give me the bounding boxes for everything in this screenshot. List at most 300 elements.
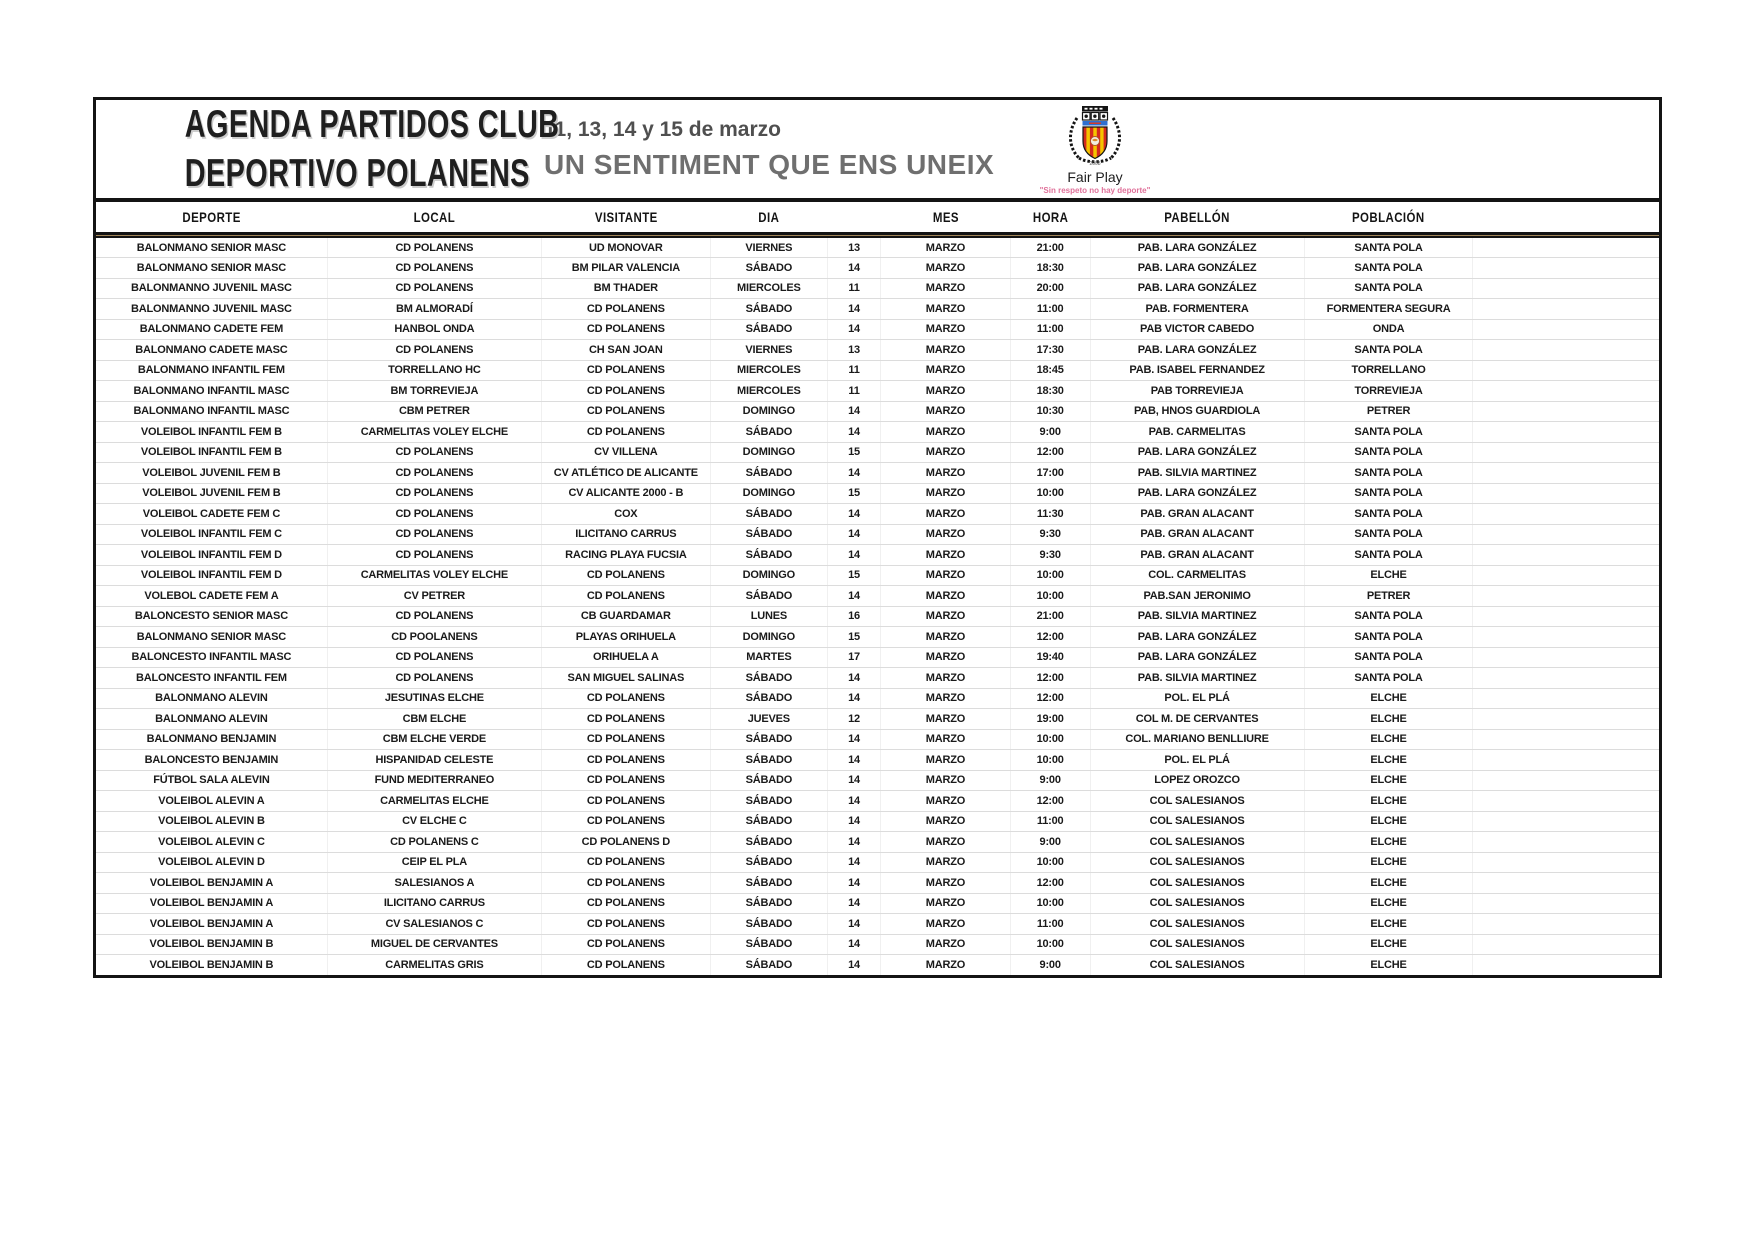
cell-deporte: VOLEIBOL INFANTIL FEM D <box>96 565 327 586</box>
cell-mes: MARZO <box>881 893 1011 914</box>
cell-spacer <box>1473 627 1659 648</box>
cell-dia-num: 15 <box>827 627 880 648</box>
cell-mes: MARZO <box>881 381 1011 402</box>
cell-pabellon: COL SALESIANOS <box>1090 873 1304 894</box>
cell-hora: 9:00 <box>1010 955 1090 976</box>
column-header-visitante: VISITANTE <box>594 208 658 225</box>
cell-spacer <box>1473 729 1659 750</box>
cell-hora: 10:00 <box>1010 729 1090 750</box>
column-header-dia-num <box>827 202 880 233</box>
cell-spacer <box>1473 319 1659 340</box>
table-row <box>96 770 1659 791</box>
subtitle-block <box>544 118 994 181</box>
cell-poblacion: ELCHE <box>1304 852 1473 873</box>
cell-mes: MARZO <box>881 852 1011 873</box>
cell-poblacion: ELCHE <box>1304 914 1473 935</box>
table-row <box>96 278 1659 299</box>
cell-dia: SÁBADO <box>710 668 827 689</box>
cell-local: CD POLANENS <box>327 504 541 525</box>
cell-pabellon: POL. EL PLÁ <box>1090 750 1304 771</box>
cell-hora: 11:00 <box>1010 914 1090 935</box>
cell-visitante: CD POLANENS D <box>541 832 710 853</box>
table-row <box>96 360 1659 381</box>
cell-dia-num: 11 <box>827 360 880 381</box>
cell-visitante: CV ATLÉTICO DE ALICANTE <box>541 463 710 484</box>
cell-visitante: BM THADER <box>541 278 710 299</box>
cell-visitante: CD POLANENS <box>541 360 710 381</box>
table-row <box>96 586 1659 607</box>
cell-pabellon: PAB. LARA GONZÁLEZ <box>1090 627 1304 648</box>
cell-pabellon: PAB. CARMELITAS <box>1090 422 1304 443</box>
cell-local: CD POLANENS <box>327 524 541 545</box>
cell-dia: SÁBADO <box>710 750 827 771</box>
cell-pabellon: COL SALESIANOS <box>1090 811 1304 832</box>
cell-spacer <box>1473 832 1659 853</box>
cell-poblacion: ELCHE <box>1304 729 1473 750</box>
cell-dia: MIERCOLES <box>710 360 827 381</box>
cell-pabellon: PAB. ISABEL FERNANDEZ <box>1090 360 1304 381</box>
cell-hora: 12:00 <box>1010 688 1090 709</box>
cell-poblacion: ELCHE <box>1304 811 1473 832</box>
cell-dia-num: 14 <box>827 463 880 484</box>
cell-poblacion: SANTA POLA <box>1304 340 1473 361</box>
column-header-dia: DIA <box>758 208 780 225</box>
cell-dia: DOMINGO <box>710 627 827 648</box>
agenda-sheet <box>93 97 1662 978</box>
table-row <box>96 934 1659 955</box>
cell-spacer <box>1473 647 1659 668</box>
cell-mes: MARZO <box>881 545 1011 566</box>
cell-visitante: ORIHUELA A <box>541 647 710 668</box>
cell-dia: SÁBADO <box>710 688 827 709</box>
cell-spacer <box>1473 258 1659 279</box>
cell-dia: VIERNES <box>710 340 827 361</box>
cell-pabellon: COL SALESIANOS <box>1090 914 1304 935</box>
cell-dia: SÁBADO <box>710 873 827 894</box>
cell-hora: 12:00 <box>1010 873 1090 894</box>
cell-dia-num: 14 <box>827 934 880 955</box>
cell-poblacion: ELCHE <box>1304 791 1473 812</box>
cell-visitante: CV ALICANTE 2000 - B <box>541 483 710 504</box>
cell-dia-num: 14 <box>827 914 880 935</box>
cell-mes: MARZO <box>881 811 1011 832</box>
cell-spacer <box>1473 524 1659 545</box>
cell-spacer <box>1473 914 1659 935</box>
cell-pabellon: COL SALESIANOS <box>1090 934 1304 955</box>
cell-pabellon: PAB. LARA GONZÁLEZ <box>1090 278 1304 299</box>
cell-visitante: CD POLANENS <box>541 955 710 976</box>
cell-dia: SÁBADO <box>710 729 827 750</box>
cell-deporte: VOLEIBOL INFANTIL FEM C <box>96 524 327 545</box>
cell-deporte: BALONMANO CADETE MASC <box>96 340 327 361</box>
cell-dia: DOMINGO <box>710 442 827 463</box>
cell-dia: SÁBADO <box>710 914 827 935</box>
cell-poblacion: PETRER <box>1304 401 1473 422</box>
cell-deporte: FÚTBOL SALA ALEVIN <box>96 770 327 791</box>
cell-mes: MARZO <box>881 258 1011 279</box>
cell-mes: MARZO <box>881 627 1011 648</box>
cell-dia: VIERNES <box>710 237 827 258</box>
cell-spacer <box>1473 545 1659 566</box>
slogan-text: UN SENTIMENT QUE ENS UNEIX <box>544 148 995 180</box>
cell-mes: MARZO <box>881 914 1011 935</box>
table-row <box>96 893 1659 914</box>
cell-dia-num: 14 <box>827 586 880 607</box>
cell-spacer <box>1473 360 1659 381</box>
cell-dia: JUEVES <box>710 709 827 730</box>
cell-hora: 10:30 <box>1010 401 1090 422</box>
cell-dia: SÁBADO <box>710 524 827 545</box>
cell-hora: 9:30 <box>1010 524 1090 545</box>
table-row <box>96 319 1659 340</box>
table-row <box>96 504 1659 525</box>
cell-spacer <box>1473 750 1659 771</box>
cell-pabellon: PAB. LARA GONZÁLEZ <box>1090 258 1304 279</box>
cell-visitante: CD POLANENS <box>541 852 710 873</box>
cell-deporte: VOLEIBOL BENJAMIN A <box>96 893 327 914</box>
cell-hora: 9:00 <box>1010 770 1090 791</box>
cell-visitante: CB GUARDAMAR <box>541 606 710 627</box>
cell-mes: MARZO <box>881 278 1011 299</box>
cell-dia-num: 15 <box>827 442 880 463</box>
cell-visitante: PLAYAS ORIHUELA <box>541 627 710 648</box>
cell-pabellon: COL SALESIANOS <box>1090 893 1304 914</box>
table-row <box>96 791 1659 812</box>
column-header-spacer <box>1473 202 1659 233</box>
cell-local: CD POLANENS <box>327 545 541 566</box>
cell-deporte: BALONMANO SENIOR MASC <box>96 237 327 258</box>
cell-poblacion: SANTA POLA <box>1304 606 1473 627</box>
cell-poblacion: SANTA POLA <box>1304 463 1473 484</box>
cell-pabellon: POL. EL PLÁ <box>1090 688 1304 709</box>
cell-deporte: VOLEIBOL BENJAMIN B <box>96 934 327 955</box>
column-header-pabellon: PABELLÓN <box>1164 208 1230 225</box>
cell-poblacion: SANTA POLA <box>1304 237 1473 258</box>
cell-spacer <box>1473 237 1659 258</box>
cell-poblacion: ELCHE <box>1304 709 1473 730</box>
cell-hora: 18:45 <box>1010 360 1090 381</box>
cell-spacer <box>1473 811 1659 832</box>
cell-dia: MARTES <box>710 647 827 668</box>
table-row <box>96 811 1659 832</box>
cell-hora: 12:00 <box>1010 627 1090 648</box>
cell-local: CD POOLANENS <box>327 627 541 648</box>
cell-dia: LUNES <box>710 606 827 627</box>
cell-pabellon: PAB. LARA GONZÁLEZ <box>1090 647 1304 668</box>
cell-deporte: BALONMANO CADETE FEM <box>96 319 327 340</box>
cell-dia-num: 14 <box>827 955 880 976</box>
cell-hora: 10:00 <box>1010 483 1090 504</box>
cell-pabellon: PAB. GRAN ALACANT <box>1090 524 1304 545</box>
cell-visitante: CD POLANENS <box>541 586 710 607</box>
cell-visitante: CD POLANENS <box>541 709 710 730</box>
cell-deporte: VOLEIBOL BENJAMIN A <box>96 914 327 935</box>
cell-deporte: BALONMANNO JUVENIL MASC <box>96 278 327 299</box>
cell-dia: DOMINGO <box>710 565 827 586</box>
cell-spacer <box>1473 955 1659 976</box>
cell-pabellon: PAB TORREVIEJA <box>1090 381 1304 402</box>
cell-dia-num: 14 <box>827 545 880 566</box>
column-header-local: LOCAL <box>413 208 456 225</box>
cell-poblacion: SANTA POLA <box>1304 278 1473 299</box>
cell-pabellon: COL SALESIANOS <box>1090 955 1304 976</box>
cell-local: CBM PETRER <box>327 401 541 422</box>
table-row <box>96 258 1659 279</box>
cell-dia: SÁBADO <box>710 955 827 976</box>
table-row <box>96 647 1659 668</box>
masthead <box>96 100 1659 202</box>
cell-visitante: CD POLANENS <box>541 565 710 586</box>
cell-local: CD POLANENS <box>327 668 541 689</box>
cell-mes: MARZO <box>881 606 1011 627</box>
cell-mes: MARZO <box>881 709 1011 730</box>
cell-dia: SÁBADO <box>710 811 827 832</box>
cell-hora: 19:40 <box>1010 647 1090 668</box>
cell-hora: 10:00 <box>1010 852 1090 873</box>
cell-poblacion: SANTA POLA <box>1304 258 1473 279</box>
cell-local: CV PETRER <box>327 586 541 607</box>
cell-pabellon: PAB. GRAN ALACANT <box>1090 504 1304 525</box>
cell-local: CD POLANENS <box>327 647 541 668</box>
cell-pabellon: COL. MARIANO BENLLIURE <box>1090 729 1304 750</box>
cell-hora: 11:00 <box>1010 811 1090 832</box>
cell-hora: 11:00 <box>1010 299 1090 320</box>
cell-deporte: BALONCESTO BENJAMIN <box>96 750 327 771</box>
cell-poblacion: ELCHE <box>1304 750 1473 771</box>
cell-deporte: BALONMANO BENJAMIN <box>96 729 327 750</box>
cell-local: BM ALMORADÍ <box>327 299 541 320</box>
cell-dia: SÁBADO <box>710 545 827 566</box>
cell-local: CD POLANENS <box>327 442 541 463</box>
table-row <box>96 524 1659 545</box>
cell-hora: 21:00 <box>1010 237 1090 258</box>
cell-deporte: BALONMANO SENIOR MASC <box>96 258 327 279</box>
cell-dia: MIERCOLES <box>710 381 827 402</box>
cell-poblacion: ELCHE <box>1304 934 1473 955</box>
cell-visitante: CD POLANENS <box>541 422 710 443</box>
cell-mes: MARZO <box>881 237 1011 258</box>
cell-poblacion: ELCHE <box>1304 873 1473 894</box>
cell-local: CBM ELCHE VERDE <box>327 729 541 750</box>
cell-poblacion: ONDA <box>1304 319 1473 340</box>
cell-visitante: CD POLANENS <box>541 381 710 402</box>
table-row <box>96 299 1659 320</box>
cell-dia-num: 11 <box>827 278 880 299</box>
table-row <box>96 606 1659 627</box>
cell-deporte: BALONCESTO SENIOR MASC <box>96 606 327 627</box>
cell-hora: 17:00 <box>1010 463 1090 484</box>
table-row <box>96 483 1659 504</box>
cell-deporte: BALONMANO SENIOR MASC <box>96 627 327 648</box>
cell-hora: 10:00 <box>1010 893 1090 914</box>
cell-local: HANBOL ONDA <box>327 319 541 340</box>
cell-dia: SÁBADO <box>710 791 827 812</box>
cell-visitante: CD POLANENS <box>541 893 710 914</box>
cell-spacer <box>1473 278 1659 299</box>
cell-poblacion: FORMENTERA SEGURA <box>1304 299 1473 320</box>
table-row <box>96 463 1659 484</box>
cell-deporte: BALONMANO INFANTIL MASC <box>96 381 327 402</box>
cell-mes: MARZO <box>881 770 1011 791</box>
cell-dia: MIERCOLES <box>710 278 827 299</box>
table-row <box>96 401 1659 422</box>
table-row <box>96 565 1659 586</box>
cell-poblacion: SANTA POLA <box>1304 483 1473 504</box>
cell-spacer <box>1473 422 1659 443</box>
cell-deporte: VOLEIBOL INFANTIL FEM D <box>96 545 327 566</box>
title-line-2: DEPORTIVO POLANENS <box>184 152 530 195</box>
cell-local: CARMELITAS GRIS <box>327 955 541 976</box>
cell-dia-num: 14 <box>827 791 880 812</box>
cell-dia: SÁBADO <box>710 319 827 340</box>
cell-poblacion: ELCHE <box>1304 565 1473 586</box>
page-title <box>184 100 560 198</box>
column-header-hora: HORA <box>1032 208 1068 225</box>
cell-deporte: VOLEIBOL INFANTIL FEM B <box>96 442 327 463</box>
cell-local: CD POLANENS C <box>327 832 541 853</box>
cell-dia-num: 13 <box>827 237 880 258</box>
cell-spacer <box>1473 791 1659 812</box>
cell-visitante: ILICITANO CARRUS <box>541 524 710 545</box>
cell-visitante: CD POLANENS <box>541 401 710 422</box>
cell-spacer <box>1473 401 1659 422</box>
cell-local: CD POLANENS <box>327 278 541 299</box>
cell-dia-num: 15 <box>827 483 880 504</box>
cell-poblacion: TORREVIEJA <box>1304 381 1473 402</box>
cell-deporte: VOLEIBOL ALEVIN D <box>96 852 327 873</box>
cell-dia-num: 14 <box>827 852 880 873</box>
cell-visitante: CD POLANENS <box>541 299 710 320</box>
cell-mes: MARZO <box>881 442 1011 463</box>
cell-dia-num: 14 <box>827 504 880 525</box>
cell-spacer <box>1473 483 1659 504</box>
cell-hora: 10:00 <box>1010 565 1090 586</box>
cell-mes: MARZO <box>881 668 1011 689</box>
cell-visitante: SAN MIGUEL SALINAS <box>541 668 710 689</box>
cell-deporte: VOLEIBOL BENJAMIN B <box>96 955 327 976</box>
cell-mes: MARZO <box>881 791 1011 812</box>
cell-deporte: BALONMANO ALEVIN <box>96 688 327 709</box>
cell-visitante: CD POLANENS <box>541 791 710 812</box>
cell-spacer <box>1473 442 1659 463</box>
cell-dia: SÁBADO <box>710 893 827 914</box>
cell-pabellon: PAB. SILVIA MARTINEZ <box>1090 668 1304 689</box>
cell-pabellon: PAB. LARA GONZÁLEZ <box>1090 483 1304 504</box>
table-row <box>96 852 1659 873</box>
cell-mes: MARZO <box>881 586 1011 607</box>
cell-poblacion: SANTA POLA <box>1304 627 1473 648</box>
cell-spacer <box>1473 340 1659 361</box>
cell-local: CARMELITAS ELCHE <box>327 791 541 812</box>
cell-hora: 17:30 <box>1010 340 1090 361</box>
cell-hora: 10:00 <box>1010 934 1090 955</box>
table-row <box>96 873 1659 894</box>
cell-pabellon: COL SALESIANOS <box>1090 852 1304 873</box>
cell-dia: SÁBADO <box>710 852 827 873</box>
cell-local: JESUTINAS ELCHE <box>327 688 541 709</box>
cell-mes: MARZO <box>881 524 1011 545</box>
table-row <box>96 237 1659 258</box>
cell-dia-num: 14 <box>827 401 880 422</box>
table-row <box>96 627 1659 648</box>
cell-local: CV SALESIANOS C <box>327 914 541 935</box>
table-row <box>96 668 1659 689</box>
table-row <box>96 545 1659 566</box>
crest-year: 2008 <box>1089 161 1101 167</box>
cell-mes: MARZO <box>881 647 1011 668</box>
cell-local: CD POLANENS <box>327 606 541 627</box>
cell-hora: 12:00 <box>1010 442 1090 463</box>
cell-spacer <box>1473 504 1659 525</box>
cell-poblacion: ELCHE <box>1304 955 1473 976</box>
cell-local: MIGUEL DE CERVANTES <box>327 934 541 955</box>
cell-spacer <box>1473 381 1659 402</box>
cell-mes: MARZO <box>881 401 1011 422</box>
cell-dia: SÁBADO <box>710 586 827 607</box>
cell-local: SALESIANOS A <box>327 873 541 894</box>
cell-pabellon: PAB. LARA GONZÁLEZ <box>1090 340 1304 361</box>
cell-poblacion: ELCHE <box>1304 770 1473 791</box>
cell-visitante: RACING PLAYA FUCSIA <box>541 545 710 566</box>
cell-poblacion: ELCHE <box>1304 893 1473 914</box>
cell-mes: MARZO <box>881 360 1011 381</box>
cell-spacer <box>1473 688 1659 709</box>
cell-poblacion: SANTA POLA <box>1304 504 1473 525</box>
table-row <box>96 750 1659 771</box>
cell-deporte: VOLEIBOL INFANTIL FEM B <box>96 422 327 443</box>
cell-visitante: CD POLANENS <box>541 688 710 709</box>
cell-hora: 10:00 <box>1010 750 1090 771</box>
cell-spacer <box>1473 606 1659 627</box>
fairplay-label: Fair Play <box>1067 169 1123 185</box>
cell-spacer <box>1473 565 1659 586</box>
cell-local: FUND MEDITERRANEO <box>327 770 541 791</box>
cell-local: CBM ELCHE <box>327 709 541 730</box>
cell-dia-num: 14 <box>827 770 880 791</box>
cell-hora: 11:00 <box>1010 319 1090 340</box>
cell-dia-num: 17 <box>827 647 880 668</box>
cell-visitante: CD POLANENS <box>541 811 710 832</box>
cell-visitante: UD MONOVAR <box>541 237 710 258</box>
cell-dia-num: 11 <box>827 381 880 402</box>
cell-mes: MARZO <box>881 463 1011 484</box>
cell-mes: MARZO <box>881 319 1011 340</box>
cell-dia: DOMINGO <box>710 483 827 504</box>
cell-deporte: VOLEIBOL ALEVIN B <box>96 811 327 832</box>
cell-dia-num: 14 <box>827 319 880 340</box>
cell-pabellon: PAB. LARA GONZÁLEZ <box>1090 237 1304 258</box>
dates-text: 11, 13, 14 y 15 de marzo <box>544 117 781 141</box>
cell-dia-num: 14 <box>827 873 880 894</box>
cell-deporte: VOLEIBOL ALEVIN C <box>96 832 327 853</box>
cell-local: HISPANIDAD CELESTE <box>327 750 541 771</box>
cell-dia: SÁBADO <box>710 770 827 791</box>
cell-dia-num: 14 <box>827 299 880 320</box>
cell-deporte: BALONMANO ALEVIN <box>96 709 327 730</box>
cell-deporte: VOLEIBOL JUVENIL FEM B <box>96 463 327 484</box>
cell-pabellon: COL SALESIANOS <box>1090 832 1304 853</box>
cell-dia-num: 12 <box>827 709 880 730</box>
cell-dia: SÁBADO <box>710 299 827 320</box>
title-line-1: AGENDA PARTIDOS CLUB <box>184 102 560 146</box>
cell-local: CD POLANENS <box>327 463 541 484</box>
cell-poblacion: PETRER <box>1304 586 1473 607</box>
cell-hora: 12:00 <box>1010 791 1090 812</box>
cell-deporte: VOLEIBOL JUVENIL FEM B <box>96 483 327 504</box>
cell-local: BM TORREVIEJA <box>327 381 541 402</box>
cell-spacer <box>1473 770 1659 791</box>
cell-local: CEIP EL PLA <box>327 852 541 873</box>
